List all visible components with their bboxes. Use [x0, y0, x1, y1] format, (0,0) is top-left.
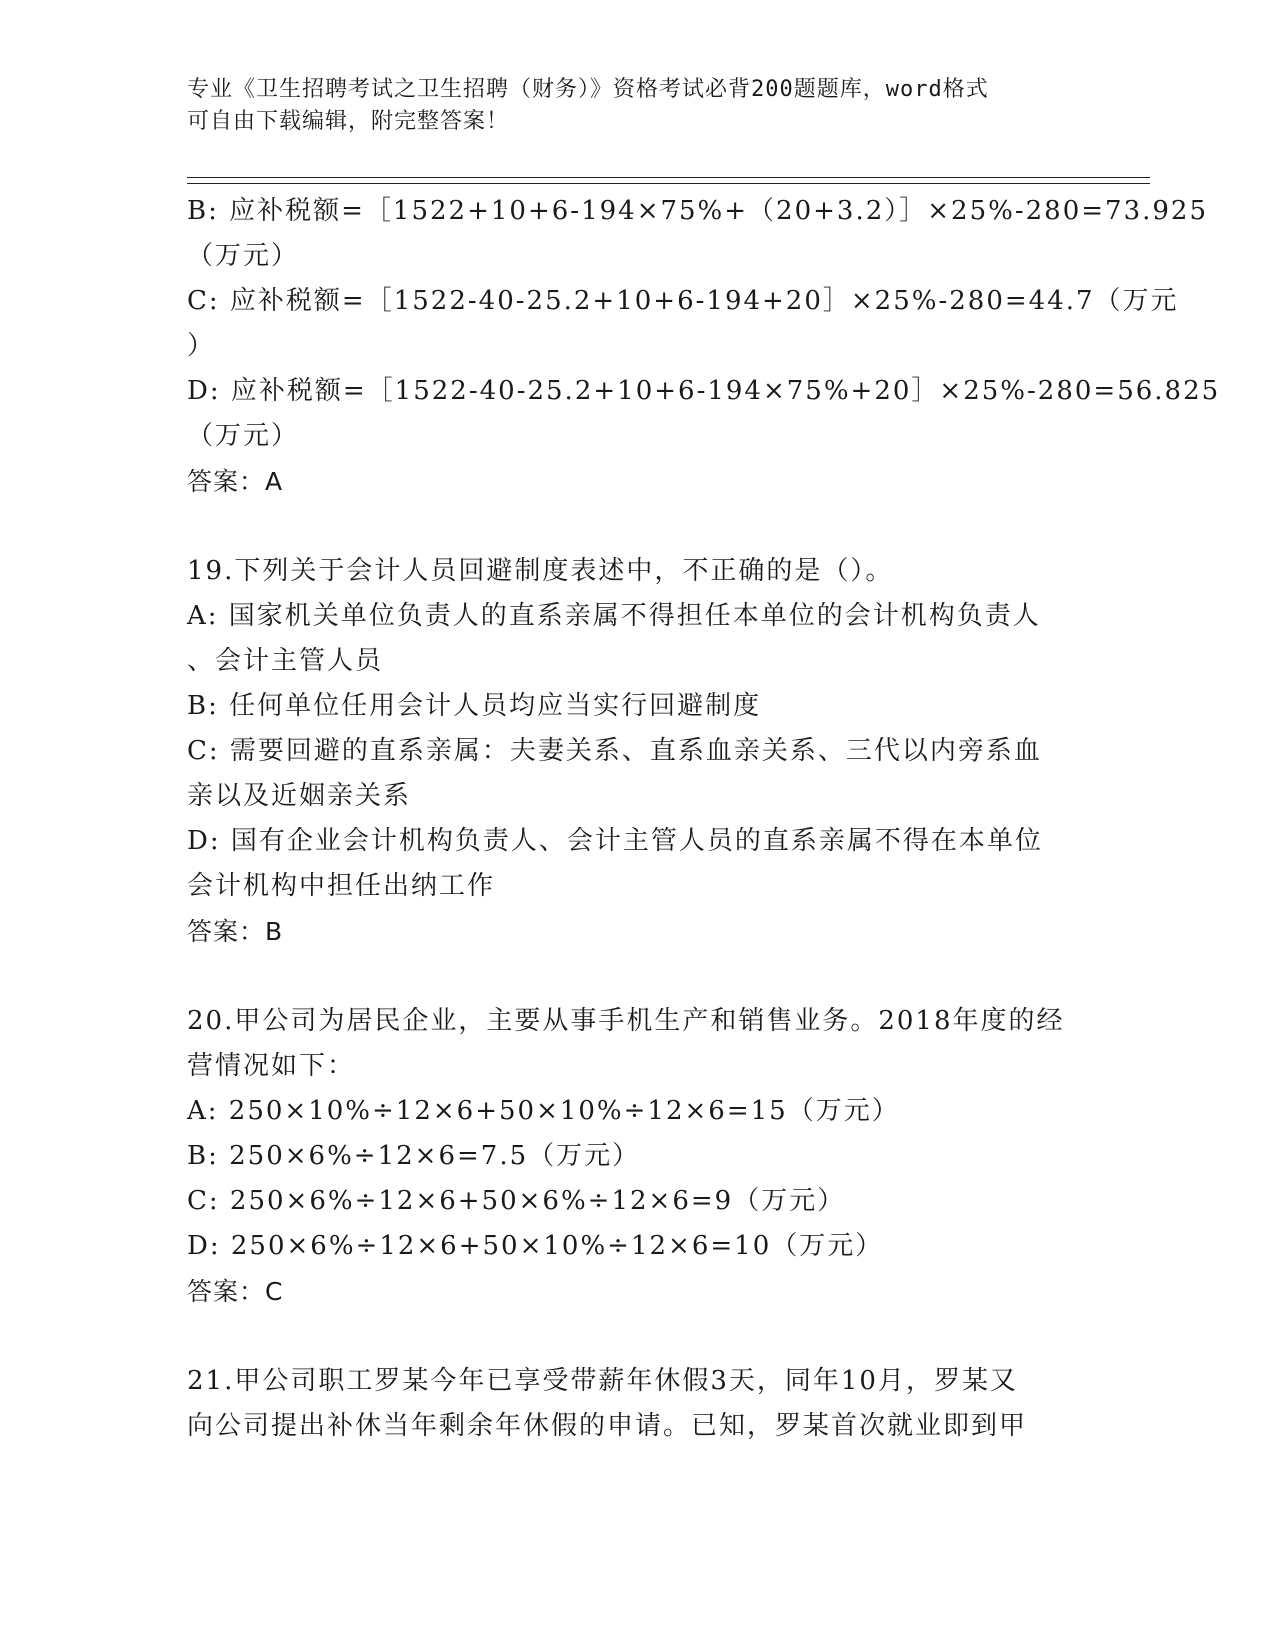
question-stem-line-2: 营情况如下： [187, 1051, 356, 1081]
header-rule-bottom [187, 183, 1150, 184]
option-a: A: 250×10%÷12×6+50×10%÷12×6=15（万元） [187, 1096, 900, 1126]
question-18-partial [187, 189, 1221, 504]
document-body [187, 189, 1221, 1449]
option-a-line-2: 、会计主管人员 [187, 646, 384, 676]
option-c-line-2: ） [187, 331, 216, 361]
answer: 答案：A [187, 467, 284, 496]
option-d-line-2: （万元） [187, 421, 300, 451]
option-c-line-1: C: 需要回避的直系亲属：夫妻关系、直系血亲关系、三代以内旁系血 [187, 736, 1042, 766]
answer: 答案：B [187, 917, 284, 946]
question-stem-line-2: 向公司提出补休当年剩余年休假的申请。已知，罗某首次就业即到甲 [187, 1411, 1028, 1441]
header-rule-top [187, 177, 1150, 178]
answer: 答案：C [187, 1277, 284, 1306]
question-stem: 19.下列关于会计人员回避制度表述中，不正确的是（）。 [187, 556, 894, 586]
question-21-partial [187, 1359, 1087, 1449]
option-d-line-1: D: 国有企业会计机构负责人、会计主管人员的直系亲属不得在本单位 [187, 826, 1043, 856]
question-19 [187, 549, 1087, 954]
option-b-line-2: （万元） [187, 241, 300, 271]
option-c: C: 250×6%÷12×6+50×6%÷12×6=9（万元） [187, 1186, 846, 1216]
header-line-2: 可自由下载编辑，附完整答案！ [187, 109, 510, 134]
option-d-line-2: 会计机构中担任出纳工作 [187, 871, 496, 901]
option-c-line-1: C: 应补税额=［1522-40-25.2+10+6-194+20］×25%-280=44.7（万元 [187, 286, 1179, 316]
option-b-line-1: B: 应补税额=［1522+10+6-194×75%+（20+3.2）］×25%-280=73.925 [187, 196, 1209, 226]
header-line-1: 专业《卫生招聘考试之卫生招聘（财务）》资格考试必背200题题库，word格式 [187, 77, 989, 102]
option-b: B: 任何单位任用会计人员均应当实行回避制度 [187, 691, 762, 721]
option-b: B: 250×6%÷12×6=7.5（万元） [187, 1141, 641, 1171]
option-a-line-1: A: 国家机关单位负责人的直系亲属不得担任本单位的会计机构负责人 [187, 601, 1041, 631]
question-stem-line-1: 20.甲公司为居民企业，主要从事手机生产和销售业务。2018年度的经 [187, 1006, 1065, 1036]
question-20 [187, 999, 1087, 1314]
option-d: D: 250×6%÷12×6+50×10%÷12×6=10（万元） [187, 1231, 884, 1261]
option-d-line-1: D: 应补税额=［1522-40-25.2+10+6-194×75%+20］×25%-280=56.825 [187, 376, 1221, 406]
document-header [187, 74, 1087, 138]
option-c-line-2: 亲以及近姻亲关系 [187, 781, 412, 811]
question-stem-line-1: 21.甲公司职工罗某今年已享受带薪年休假3天，同年10月，罗某又 [187, 1366, 1018, 1396]
